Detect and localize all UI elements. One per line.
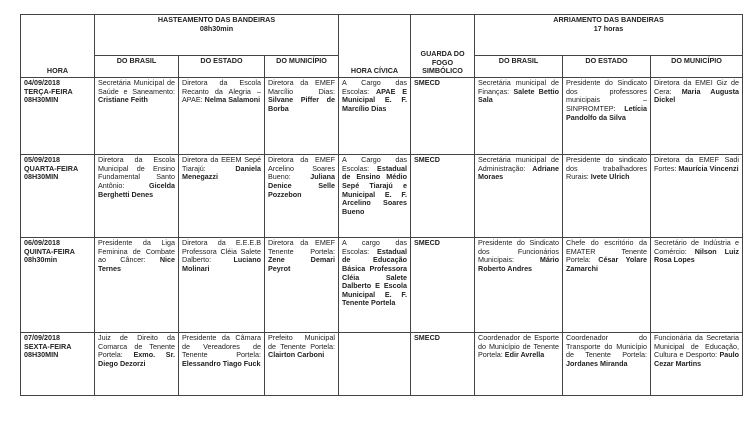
cell-text: Presidente do Sindicato dos Funcionários Municipais: — [478, 238, 560, 265]
arriamento-time: 17 horas — [593, 23, 624, 33]
cell-text: Diretora da EMEF Sadi Fortes: — [654, 155, 740, 173]
cell-a-brasil — [475, 78, 563, 155]
cell-name: Clairton Carboni — [268, 350, 325, 360]
cell-text: Diretora da Escola Municipal de Ensino Fundamental Santo Antônio: — [98, 155, 175, 190]
cell-name: Daniela Menegazzi — [182, 163, 261, 182]
cell-h-brasil — [95, 238, 179, 333]
cell-civica — [339, 155, 411, 238]
cell-name: Nice Ternes — [98, 255, 175, 273]
cell-name: Luciano Molinari — [182, 255, 261, 273]
table-row — [21, 155, 743, 238]
row-date: 05/09/2018 — [24, 155, 60, 164]
row-weekday: QUARTA-FEIRA — [24, 163, 79, 173]
header-arriamento — [475, 15, 743, 56]
cell-a-brasil — [475, 155, 563, 238]
cell-name: Salete Bettio Sala — [478, 86, 560, 105]
cell-h-brasil — [95, 333, 179, 396]
date-cell — [21, 333, 95, 396]
cell-a-municipio — [651, 78, 743, 155]
date-cell — [21, 155, 95, 238]
cell-a-estado — [563, 78, 651, 155]
row-time: 08H30MIN — [24, 95, 59, 105]
cell-text: Juiz de Direito da Comarca de Tenente Portela: — [98, 333, 175, 360]
row-weekday: SEXTA-FEIRA — [24, 341, 72, 351]
header-h-brasil: DO BRASIL — [95, 56, 179, 78]
cell-h-municipio — [265, 155, 339, 238]
row-time: 08h30min — [24, 255, 58, 265]
date-cell — [21, 78, 95, 155]
cell-name: Edir Avrella — [504, 350, 545, 360]
header-a-municipio: DO MUNICÍPIO — [651, 56, 743, 78]
cell-name: Maurícia Vincenzi — [678, 163, 739, 173]
row-weekday: TERÇA-FEIRA — [24, 86, 73, 96]
cell-text: Diretora da EMEF Arcelino Soares Bueno: — [268, 155, 336, 182]
cell-text: Coordenador de Esporte do Município de Tenente Portela: — [478, 333, 560, 360]
cell-guarda: SMECD — [411, 238, 475, 333]
cell-name: Zene Demari Peyrot — [268, 255, 336, 273]
row-weekday: QUINTA-FEIRA — [24, 246, 75, 256]
cell-text: Presidente do Sindicato dos professores municipais – SINPROMTEP: — [566, 78, 648, 113]
cell-text: Presidente do sindicato dos trabalhadores Rurais: — [566, 155, 648, 182]
cell-h-estado — [179, 238, 265, 333]
cell-name: Juliana Denice Selle Pozzebon — [268, 172, 336, 199]
cell-name: Paulo Cezar Martins — [654, 350, 740, 368]
header-guarda-fogo: GUARDA DO FOGO SIMBÓLICO — [411, 15, 475, 78]
cell-a-municipio — [651, 238, 743, 333]
cell-text: Diretora da EMEF Tenente Portela: — [268, 238, 336, 256]
cell-guarda: SMECD — [411, 333, 475, 396]
cell-text: Chefe do escritório da EMATER Tenente Portela: — [566, 238, 648, 265]
row-date: 07/09/2018 — [24, 333, 60, 342]
cell-text: Coordenador do Transporte do Município de Tenente Portela: — [566, 333, 648, 360]
cell-name: Estadual de Educação Básica Professora Cléia Salete Dalberto E Escola Municipal E. F. Tenente Portela — [342, 246, 408, 308]
cell-text: Funcionária da Secretaria Municipal de Educação, Cultura e Desporto: — [654, 333, 740, 360]
header-hora: HORA — [21, 15, 95, 78]
cell-name: Estadual de Ensino Médio Sepé Tiarajú e Municipal E. F. Arcelino Soares Bueno — [342, 163, 408, 216]
table-row — [21, 78, 743, 155]
cell-name: Silvane Piffer de Borba — [268, 95, 336, 113]
cell-a-brasil — [475, 333, 563, 396]
cell-text: Secretária Municipal de Saúde e Saneamento: — [98, 78, 175, 96]
cell-civica — [339, 238, 411, 333]
cell-name: Cristiane Feith — [98, 95, 148, 105]
cell-name: Mário Roberto Andres — [478, 255, 560, 273]
cell-name: Gicelda Berghetti Denes — [98, 180, 175, 199]
cell-h-brasil — [95, 78, 179, 155]
hasteamento-time: 08h30min — [199, 23, 234, 33]
cell-a-municipio — [651, 333, 743, 396]
cell-civica — [339, 78, 411, 155]
cell-name: Ivete Ulrich — [590, 172, 630, 182]
cell-text: Prefeito Municipal de Tenente Portela: — [268, 333, 336, 351]
header-a-estado: DO ESTADO — [563, 56, 651, 78]
cell-a-estado — [563, 238, 651, 333]
header-h-estado: DO ESTADO — [179, 56, 265, 78]
cell-text: Diretora da EMEI Giz de Cera: — [654, 78, 740, 96]
cell-text: Diretora da EEEM Sepé Tiarajú: — [182, 155, 261, 173]
table-row — [21, 238, 743, 333]
cell-guarda: SMECD — [411, 155, 475, 238]
cell-text: Presidente da Câmara de Vereadores de Tenente Portela: — [182, 333, 261, 360]
schedule-table — [20, 14, 743, 396]
cell-h-municipio — [265, 78, 339, 155]
cell-name: Nelma Salamoni — [204, 95, 261, 105]
header-hora-civica: HORA CÍVICA — [339, 15, 411, 78]
cell-text: Diretora da Escola Recanto da Alegria – APAE: — [182, 78, 261, 105]
cell-a-brasil — [475, 238, 563, 333]
cell-name: Maria Augusta Dickel — [654, 86, 740, 105]
cell-h-estado — [179, 155, 265, 238]
cell-a-estado — [563, 155, 651, 238]
row-date: 06/09/2018 — [24, 238, 60, 247]
cell-name: APAE E Municipal E. F. Marcílio Dias — [342, 86, 408, 113]
arriamento-title: ARRIAMENTO DAS BANDEIRAS — [553, 15, 664, 24]
header-hasteamento — [95, 15, 339, 56]
cell-text: Diretora da EMEF Marcílio Dias: — [268, 78, 336, 96]
header-a-brasil: DO BRASIL — [475, 56, 563, 78]
cell-text: Secretária municipal de Administração: — [478, 155, 560, 173]
cell-name: Exmo. Sr. Diego Dezorzi — [98, 350, 175, 368]
cell-h-brasil — [95, 155, 179, 238]
cell-name: Nilson Luiz Rosa Lopes — [654, 246, 740, 265]
cell-text: A cargo das Escolas: — [342, 238, 408, 256]
cell-text: A Cargo das Escolas: — [342, 78, 408, 96]
cell-guarda: SMECD — [411, 78, 475, 155]
header-h-municipio: DO MUNICÍPIO — [265, 56, 339, 78]
cell-h-estado — [179, 333, 265, 396]
table-row — [21, 333, 743, 396]
row-time: 08H30MIN — [24, 172, 59, 182]
hasteamento-title: HASTEAMENTO DAS BANDEIRAS — [157, 15, 276, 24]
cell-name: Adriane Moraes — [478, 163, 560, 182]
cell-h-municipio — [265, 333, 339, 396]
cell-name: Elessandro Tiago Fuck — [182, 358, 261, 368]
row-time: 08H30MIN — [24, 350, 59, 360]
cell-civica — [339, 333, 411, 396]
cell-text: Secretária municipal de Finanças: — [478, 78, 560, 96]
cell-name: Letícia Pandolfo da Silva — [566, 103, 648, 122]
cell-h-estado — [179, 78, 265, 155]
cell-a-estado — [563, 333, 651, 396]
cell-name: César Yolare Zamarchi — [566, 255, 648, 273]
cell-text: Diretora da E.E.E.B Professora Cléia Salete Dalberto: — [182, 238, 261, 265]
cell-text: Presidente da Liga Feminina de Combate ao Câncer: — [98, 238, 175, 265]
cell-name: Jordanes Miranda — [566, 358, 628, 368]
cell-text: Secretário de Indústria e Comércio: — [654, 238, 740, 256]
cell-h-municipio — [265, 238, 339, 333]
cell-text: A Cargo das Escolas: — [342, 155, 408, 173]
date-cell — [21, 238, 95, 333]
row-date: 04/09/2018 — [24, 78, 60, 87]
cell-a-municipio — [651, 155, 743, 238]
